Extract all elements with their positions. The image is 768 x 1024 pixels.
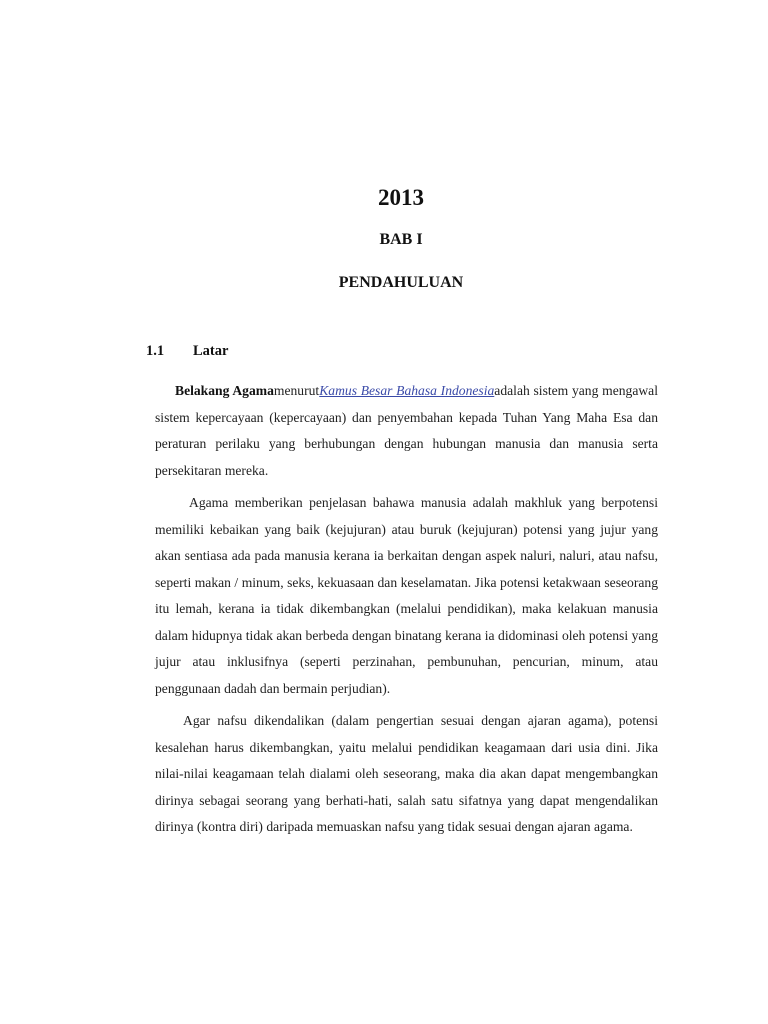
paragraph-2: Agama memberikan penjelasan bahawa manusia adalah makhluk yang berpotensi memiliki kebaikan yang baik (kejujuran) atau buruk (kejujuran) potensi yang jujur yang akan sentiasa ada pada manusia kerana ia berkaitan dengan aspek naluri, naluri, atau nafsu, seperti makan / minum, seks, kekuasaan dan keselamatan. Jika potensi ketakwaan seseorang itu lemah, kerana ia tidak dikembangkan (melalui pendidikan), maka kelakuan manusia dalam hidupnya tidak akan berbeda dengan binatang kerana ia didominasi oleh potensi yang jujur atau inklusifnya (seperti perzinahan, pembunuhan, pencurian, minum, atau penggunaan dadah dan bermain perjudian). [155, 495, 658, 696]
paragraph-1-before-link: menurut [273, 383, 320, 398]
document-year: 2013 [378, 185, 424, 210]
section-title: Latar [193, 343, 229, 359]
section-number: 1.1 [146, 343, 165, 359]
chapter-title: PENDAHULUAN [338, 274, 464, 291]
paragraph-3: Agar nafsu dikendalikan (dalam pengertian sesuai dengan ajaran agama), potensi kesalehan harus dikembangkan, yaitu melalui pendidikan keagamaan dari usia dini. Jika nilai-nilai keagamaan telah dialami oleh seseorang, maka dia akan dapat mengembangkan dirinya sebagai seorang yang berhati-hati, salah satu sifatnya yang dapat mengendalikan dirinya (kontra diri) daripada memuaskan nafsu yang tidak sesuai dengan ajaran agama. [155, 713, 658, 834]
kbbi-link[interactable]: Kamus Besar Bahasa Indonesia [319, 383, 495, 398]
paragraph-1-after-link: adalah sistem yang mengawal sistem kepercayaan (kepercayaan) dan penyembahan kepada Tuhan Yang Maha Esa dan peraturan perilaku yang berhubungan dengan hubungan manusia dan manusia serta persekitaran mereka. [155, 383, 658, 478]
body-text [155, 378, 658, 847]
section-heading [146, 341, 228, 361]
paragraph-1 [155, 378, 658, 484]
paragraph-1-lead: Belakang Agama [175, 383, 274, 398]
chapter-label: BAB I [379, 231, 423, 248]
